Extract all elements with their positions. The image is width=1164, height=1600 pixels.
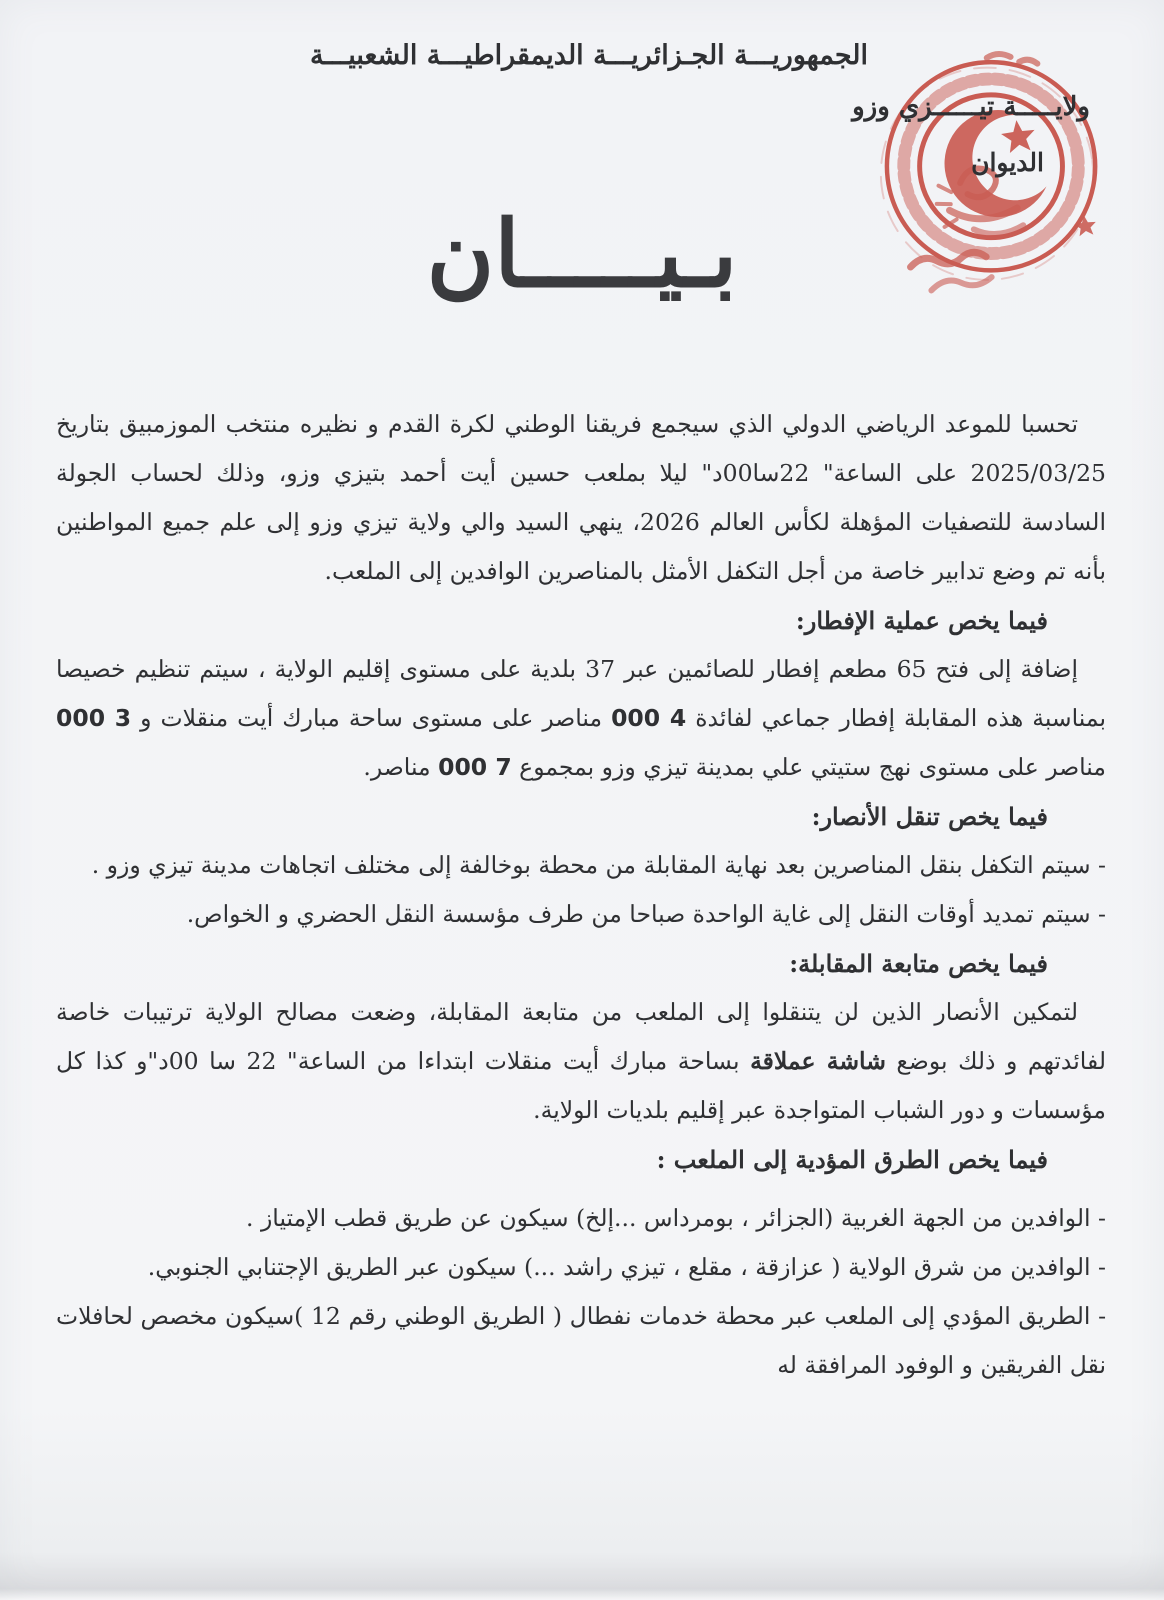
iftar-text-3: مناصر على مستوى نهج ستيتي علي بمدينة تيزي وزو بمجموع bbox=[511, 753, 1106, 781]
iftar-text-4: مناصر. bbox=[363, 753, 439, 781]
transport-item-2: - سيتم تمديد أوقات النقل إلى غاية الواحدة صباحا من طرف مؤسسة النقل الحضري و الخواص. bbox=[186, 900, 1106, 928]
republic-header: الجمهوريـــة الجـزائريـــة الديمقراطيـــة الشعبيـــة bbox=[310, 40, 868, 71]
iftar-text-1: إضافة إلى فتح 65 مطعم إفطار للصائمين عبر 37 بلدية على مستوى إقليم الولاية ، سيتم تنظيم خصيصا بمناسبة هذه المقابلة إفطار جماعي لفائدة bbox=[56, 655, 1106, 732]
stamp-top-mark bbox=[986, 49, 1037, 69]
roads-item-east: - الوافدين من شرق الولاية ( عزازقة ، مقلع ، تيزي راشد ...) سيكون عبر الطريق الإجتنابي الجنوبي. bbox=[147, 1253, 1106, 1281]
iftar-paragraph bbox=[56, 645, 1106, 792]
iftar-count-7000: 7 000 bbox=[438, 753, 512, 781]
roads-item-west: - الوافدين من الجهة الغربية (الجزائر ، بومرداس ...إلخ) سيكون عن طريق قطب الإمتياز . bbox=[246, 1204, 1106, 1232]
section-heading-roads: فيما يخص الطرق المؤدية إلى الملعب : bbox=[656, 1145, 1048, 1174]
section-heading-iftar: فيما يخص عملية الإفطار: bbox=[795, 606, 1048, 635]
roads-item-naftal: - الطريق المؤدي إلى الملعب عبر محطة خدمات نفطال ( الطريق الوطني رقم 12 )سيكون مخصص لحافلات نقل الفريقين و الوفود المرافقة له bbox=[56, 1302, 1107, 1379]
page-title: بـيـــــان bbox=[426, 200, 738, 308]
iftar-count-4000: 4 000 bbox=[611, 704, 687, 732]
watching-paragraph bbox=[56, 988, 1106, 1135]
watching-text-2: بساحة مبارك أيت منقلات ابتداءا من الساعة" 22 سا 00د"و كذا كل مؤسسات و دور الشباب المتواجدة عبر إقليم بلديات الولاية. bbox=[56, 1047, 1106, 1124]
section-heading-watching: فيما يخص متابعة المقابلة: bbox=[789, 949, 1048, 978]
star-small-icon bbox=[1073, 214, 1097, 236]
watching-text-1: لتمكين الأنصار الذين لن يتنقلوا إلى الملعب من متابعة المقابلة، وضعت مصالح الولاية ترتيبات خاصة لفائدتهم و ذلك بوضع bbox=[56, 998, 1106, 1075]
intro-paragraph: تحسبا للموعد الرياضي الدولي الذي سيجمع فريقنا الوطني لكرة القدم و نظيره منتخب الموزمبيق بتاريخ 2025/03/25 على الساعة" 22سا00د" ليلا بملعب حسين أيت أحمد بتيزي وزو، وذلك لحساب الجولة السادسة للتصفيات المؤهلة لكأس العالم 2026، ينهي السيد والي ولاية تيزي وزو إلى علم جميع المواطنين بأنه تم وضع تدابير خاصة من أجل التكفل الأمثل بالمناصرين الوافدين إلى الملعب. bbox=[56, 410, 1106, 585]
office-name: الديوان bbox=[971, 148, 1044, 177]
iftar-count-3000: 3 000 bbox=[56, 704, 132, 732]
wilaya-name: ولايـــــة تيــــــزي وزو bbox=[852, 92, 1090, 122]
transport-item-1: - سيتم التكفل بنقل المناصرين بعد نهاية المقابلة من محطة بوخالفة إلى مختلف اتجاهات مدينة تيزي وزو . bbox=[91, 851, 1106, 879]
iftar-text-2: مناصر على مستوى ساحة مبارك أيت منقلات و bbox=[131, 704, 612, 732]
stamp-signature-squiggle-2 bbox=[930, 275, 992, 290]
document-body bbox=[56, 400, 1106, 1390]
section-heading-transport: فيما يخص تنقل الأنصار: bbox=[811, 802, 1048, 831]
giant-screen-bold-phrase: شاشة عملاقة bbox=[750, 1047, 886, 1075]
